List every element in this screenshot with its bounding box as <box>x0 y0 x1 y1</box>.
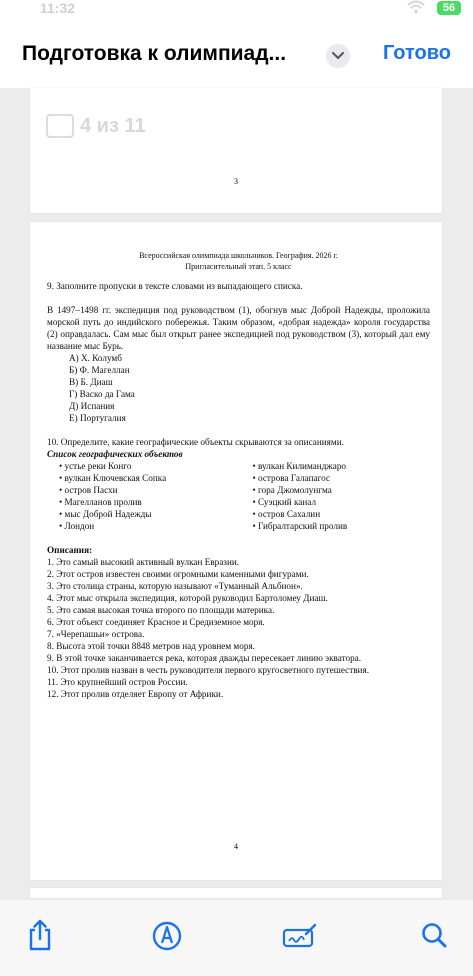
list-item: • мыс Доброй Надежды <box>59 508 237 520</box>
list-item: • остров Сахалин <box>253 508 431 520</box>
page-thumbnail-icon <box>46 114 74 138</box>
nav-bar <box>0 22 473 88</box>
description-item: 6. Этот объект соединяет Красное и Средиземное моря. <box>47 617 265 627</box>
search-icon[interactable] <box>420 918 448 952</box>
doc-header <box>47 250 430 272</box>
description-item: 11. Это крупнейший остров России. <box>47 677 188 687</box>
status-time: 11:32 <box>40 0 76 16</box>
q10-object-list <box>47 460 430 532</box>
list-item: • Суэцкий канал <box>253 496 431 508</box>
list-item: • острова Галапагос <box>253 472 431 484</box>
document-page-5 <box>30 888 442 898</box>
description-item: 1. Это самый высокий активный вулкан Евразии. <box>47 557 240 567</box>
description-item: 9. В этой точке заканчивается река, которая дважды пересекает линию экватора. <box>47 653 362 663</box>
q10-title: 10. Определите, какие географические объекты скрываются за описаниями. <box>47 437 344 447</box>
descriptions-title: Описания: <box>47 545 93 555</box>
document-page-3 <box>30 88 442 213</box>
description-item: 3. Это столица страны, которую называют «Туманный Альбион». <box>47 581 303 591</box>
page-counter <box>46 114 146 138</box>
bottom-toolbar <box>0 900 473 976</box>
q9-text: В 1497–1498 гг. экспедиция под руководством (1), обогнув мыс Доброй Надежды, проложила морской путь до индийского побережья. Таким образом, «добрая надежда» короля государства (2) оправдалась. Сам мыс был открыт ранее экспедицией под руководством (3), который дал ему название мыс Бурь. <box>47 305 430 351</box>
description-item: 4. Этот мыс открыла экспедиция, которой руководил Бартоломеу Диаш. <box>47 593 328 603</box>
q9-option: Е) Португалия <box>69 413 126 423</box>
q9-option: Д) Испания <box>69 401 115 411</box>
description-item: 7. «Черепашьи» острова. <box>47 629 145 639</box>
list-item: • Гибралтарский пролив <box>253 520 431 532</box>
page-number: 3 <box>234 177 238 186</box>
document-title: Подготовка к олимпиад... <box>22 42 287 65</box>
description-item: 8. Высота этой точки 8848 метров над уровнем моря. <box>47 641 255 651</box>
q10-list-title: Список географических объектов <box>47 449 183 459</box>
description-item: 10. Этот пролив назван в честь руководителя первого кругосветного путешествия. <box>47 665 369 675</box>
signature-icon[interactable] <box>282 918 318 952</box>
page-counter-text: 4 из 11 <box>80 114 146 137</box>
q9-option: В) Б. Диаш <box>69 377 113 387</box>
list-item: • Лондон <box>59 520 237 532</box>
descriptions-list <box>47 556 430 700</box>
document-page-4 <box>30 222 442 880</box>
chevron-down-icon[interactable] <box>326 44 350 68</box>
share-icon[interactable] <box>26 918 54 952</box>
list-item: • остров Пасхи <box>59 484 237 496</box>
doc-header-line1: Всероссийская олимпиада школьников. География. 2026 г. <box>139 251 338 260</box>
description-item: 2. Этот остров известен своими огромными каменными фигурами. <box>47 569 309 579</box>
q9-options <box>47 352 430 424</box>
markup-icon[interactable] <box>150 918 184 952</box>
q9-title: 9. Заполните пропуски в тексте словами из выпадающего списка. <box>47 281 303 291</box>
wifi-icon <box>407 0 425 17</box>
list-item: • Магелланов пролив <box>59 496 237 508</box>
battery-icon: 56 <box>437 1 461 15</box>
q10-right-column <box>237 460 431 532</box>
list-item: • гора Джомолунгма <box>253 484 431 496</box>
status-bar <box>0 0 473 22</box>
q9-option: Б) Ф. Магеллан <box>69 365 130 375</box>
done-button[interactable]: Готово <box>382 42 451 64</box>
list-item: • устье реки Конго <box>59 460 237 472</box>
doc-header-line2: Пригласительный этап. 5 класс <box>185 262 292 271</box>
page-number: 4 <box>234 842 238 851</box>
q9-option: Г) Васко да Гама <box>69 389 135 399</box>
q10-left-column <box>47 460 237 532</box>
description-item: 5. Это самая высокая точка второго по площади материка. <box>47 605 275 615</box>
document-content <box>47 222 430 700</box>
list-item: • вулкан Ключевская Сопка <box>59 472 237 484</box>
q9-option: А) Х. Колумб <box>69 353 122 363</box>
description-item: 12. Этот пролив отделяет Европу от Африки. <box>47 689 224 699</box>
list-item: • вулкан Килиманджаро <box>253 460 431 472</box>
